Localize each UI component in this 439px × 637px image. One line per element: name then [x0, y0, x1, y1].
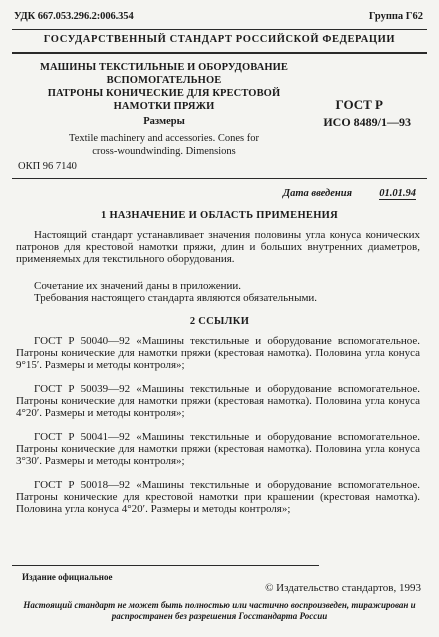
intro-date-label: Дата введения: [282, 188, 352, 199]
title-line-4: НАМОТКИ ПРЯЖИ: [113, 101, 215, 112]
intro-date-value: 01.01.94: [379, 188, 416, 199]
header-rule-top: [12, 29, 427, 30]
gost-designation: ГОСТ Р: [335, 97, 383, 112]
group-code: Группа Г62: [368, 11, 423, 22]
section-1-heading: 1 НАЗНАЧЕНИЕ И ОБЛАСТЬ ПРИМЕНЕНИЯ: [100, 210, 339, 221]
footer-rule: [12, 565, 319, 566]
iso-designation: ИСО 8489/1—93: [323, 115, 411, 129]
title-block: [16, 61, 312, 113]
section-1-paragraph-2: Сочетание их значений даны в приложении.: [34, 280, 242, 292]
header-rule-bottom: [12, 52, 427, 54]
publisher-copyright: © Издательство стандартов, 1993: [265, 582, 421, 594]
english-title-line-1: Textile machinery and accessories. Cones for: [69, 133, 259, 144]
reference-item: ГОСТ Р 50018—92 «Машины текстильные и оборудование вспомогательное. Патроны конические для крестовой намотки при крашении (крестовая намотка). Половина угла конуса 4°20′. Размеры и методы контроля»;: [16, 479, 420, 515]
section-1-paragraph-1: Настоящий стандарт устанавливает значения половины угла конуса конических патронов для крестовой намотки пряжи, длин и больших внутренних диаметров, применяемых для текстильного оборудования.: [16, 229, 420, 265]
official-edition-label: Издание официальное: [22, 572, 113, 582]
reproduction-notice: Настоящий стандарт не может быть полностью или частично воспроизведен, тиражирован и распространен без разрешения Госстандарта России: [23, 600, 416, 621]
reference-item: ГОСТ Р 50039—92 «Машины текстильные и оборудование вспомогательное. Патроны конические для намотки пряжи (крестовая намотка). Половина угла конуса 4°20′. Размеры и методы контроля»;: [16, 383, 420, 419]
title-rule: [12, 178, 427, 179]
english-title: [16, 132, 312, 158]
section-1-paragraph-3: Требования настоящего стандарта являются обязательными.: [34, 292, 318, 304]
reference-item: ГОСТ Р 50040—92 «Машины текстильные и оборудование вспомогательное. Патроны конические для намотки пряжи (крестовая намотка). Половина угла конуса 9°15′. Размеры и методы контроля»;: [16, 335, 420, 371]
english-title-line-2: cross-woundwinding. Dimensions: [92, 146, 236, 157]
title-line-2: ВСПОМОГАТЕЛЬНОЕ: [106, 75, 222, 86]
standard-header: ГОСУДАРСТВЕННЫЙ СТАНДАРТ РОССИЙСКОЙ ФЕДЕРАЦИИ: [43, 34, 396, 45]
title-line-1: МАШИНЫ ТЕКСТИЛЬНЫЕ И ОБОРУДОВАНИЕ: [39, 62, 289, 73]
okp-code: ОКП 96 7140: [18, 161, 77, 172]
reference-item: ГОСТ Р 50041—92 «Машины текстильные и оборудование вспомогательное. Патроны конические для намотки пряжи (крестовая намотка). Половина угла конуса 3°30′. Размеры и методы контроля»;: [16, 431, 420, 467]
section-2-heading: 2 ССЫЛКИ: [189, 316, 250, 327]
udk-code: УДК 667.053.296.2:006.354: [14, 11, 134, 22]
title-line-3: ПАТРОНЫ КОНИЧЕСКИЕ ДЛЯ КРЕСТОВОЙ: [47, 88, 281, 99]
title-subtitle: Размеры: [143, 116, 185, 127]
